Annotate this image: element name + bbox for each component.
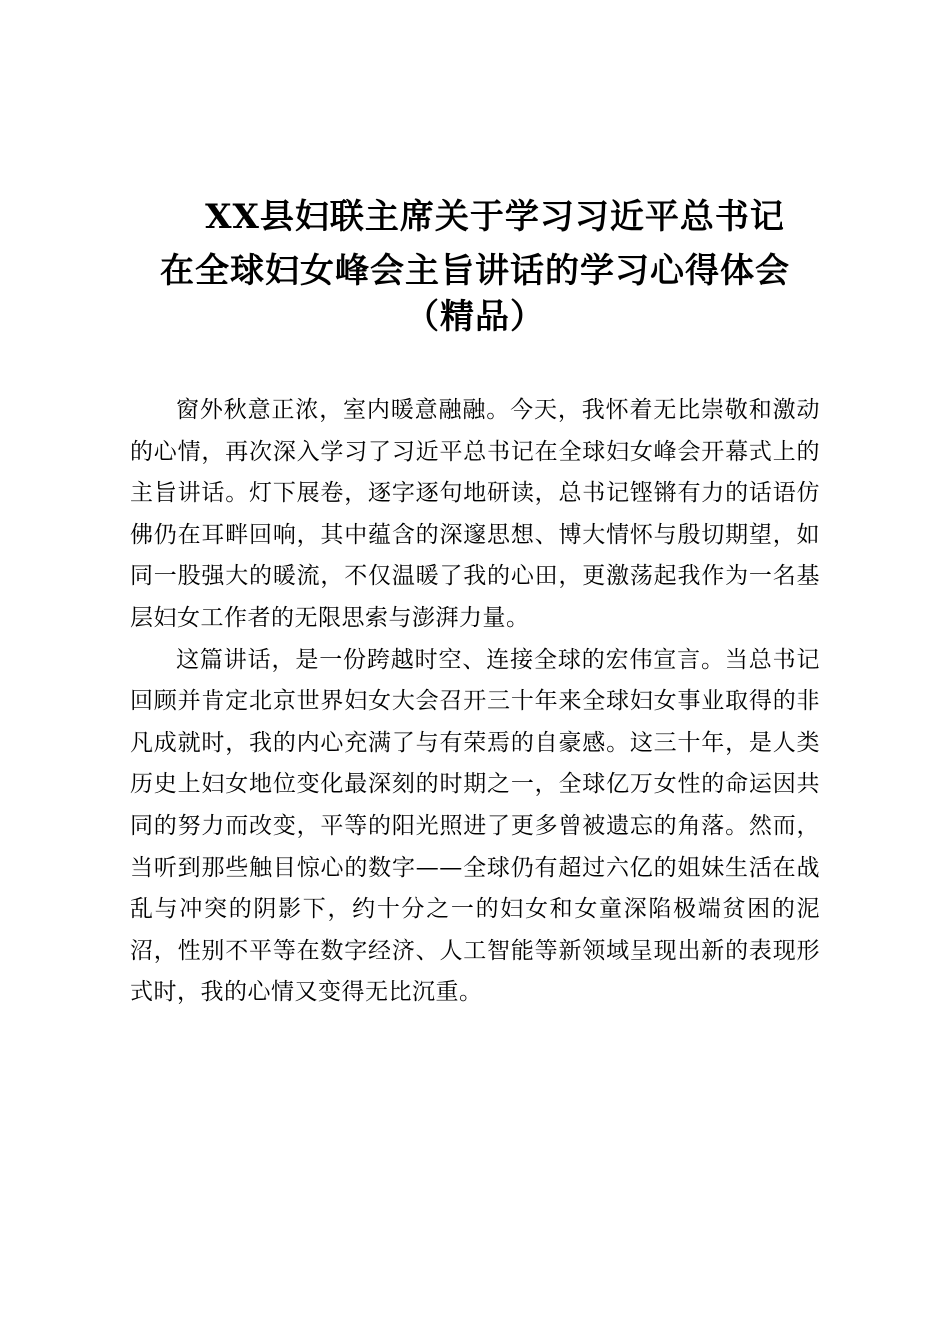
title-line-1: XX县妇联主席关于学习习近平总书记 <box>205 197 785 237</box>
title-line-2: 在全球妇女峰会主旨讲话的学习心得体会 <box>160 251 790 291</box>
document-body <box>130 390 820 1014</box>
paragraph-1: 窗外秋意正浓，室内暖意融融。今天，我怀着无比崇敬和激动的心情，再次深入学习了习近平总书记在全球妇女峰会开幕式上的主旨讲话。灯下展卷，逐字逐句地研读，总书记铿锵有力的话语仿佛仍在耳畔回响，其中蕴含的深邃思想、博大情怀与殷切期望，如同一股强大的暖流，不仅温暖了我的心田，更激荡起我作为一名基层妇女工作者的无限思索与澎湃力量。 <box>130 397 820 631</box>
paragraph-2: 这篇讲话，是一份跨越时空、连接全球的宏伟宣言。当总书记回顾并肯定北京世界妇女大会召开三十年来全球妇女事业取得的非凡成就时，我的内心充满了与有荣焉的自豪感。这三十年，是人类历史上妇女地位变化最深刻的时期之一，全球亿万女性的命运因共同的努力而改变，平等的阳光照进了更多曾被遗忘的角落。然而，当听到那些触目惊心的数字——全球仍有超过六亿的姐妹生活在战乱与冲突的阴影下，约十分之一的妇女和女童深陷极端贫困的泥沼，性别不平等在数字经济、人工智能等新领域呈现出新的表现形式时，我的心情又变得无比沉重。 <box>130 646 820 1006</box>
title-line-3: （精品） <box>405 297 545 337</box>
